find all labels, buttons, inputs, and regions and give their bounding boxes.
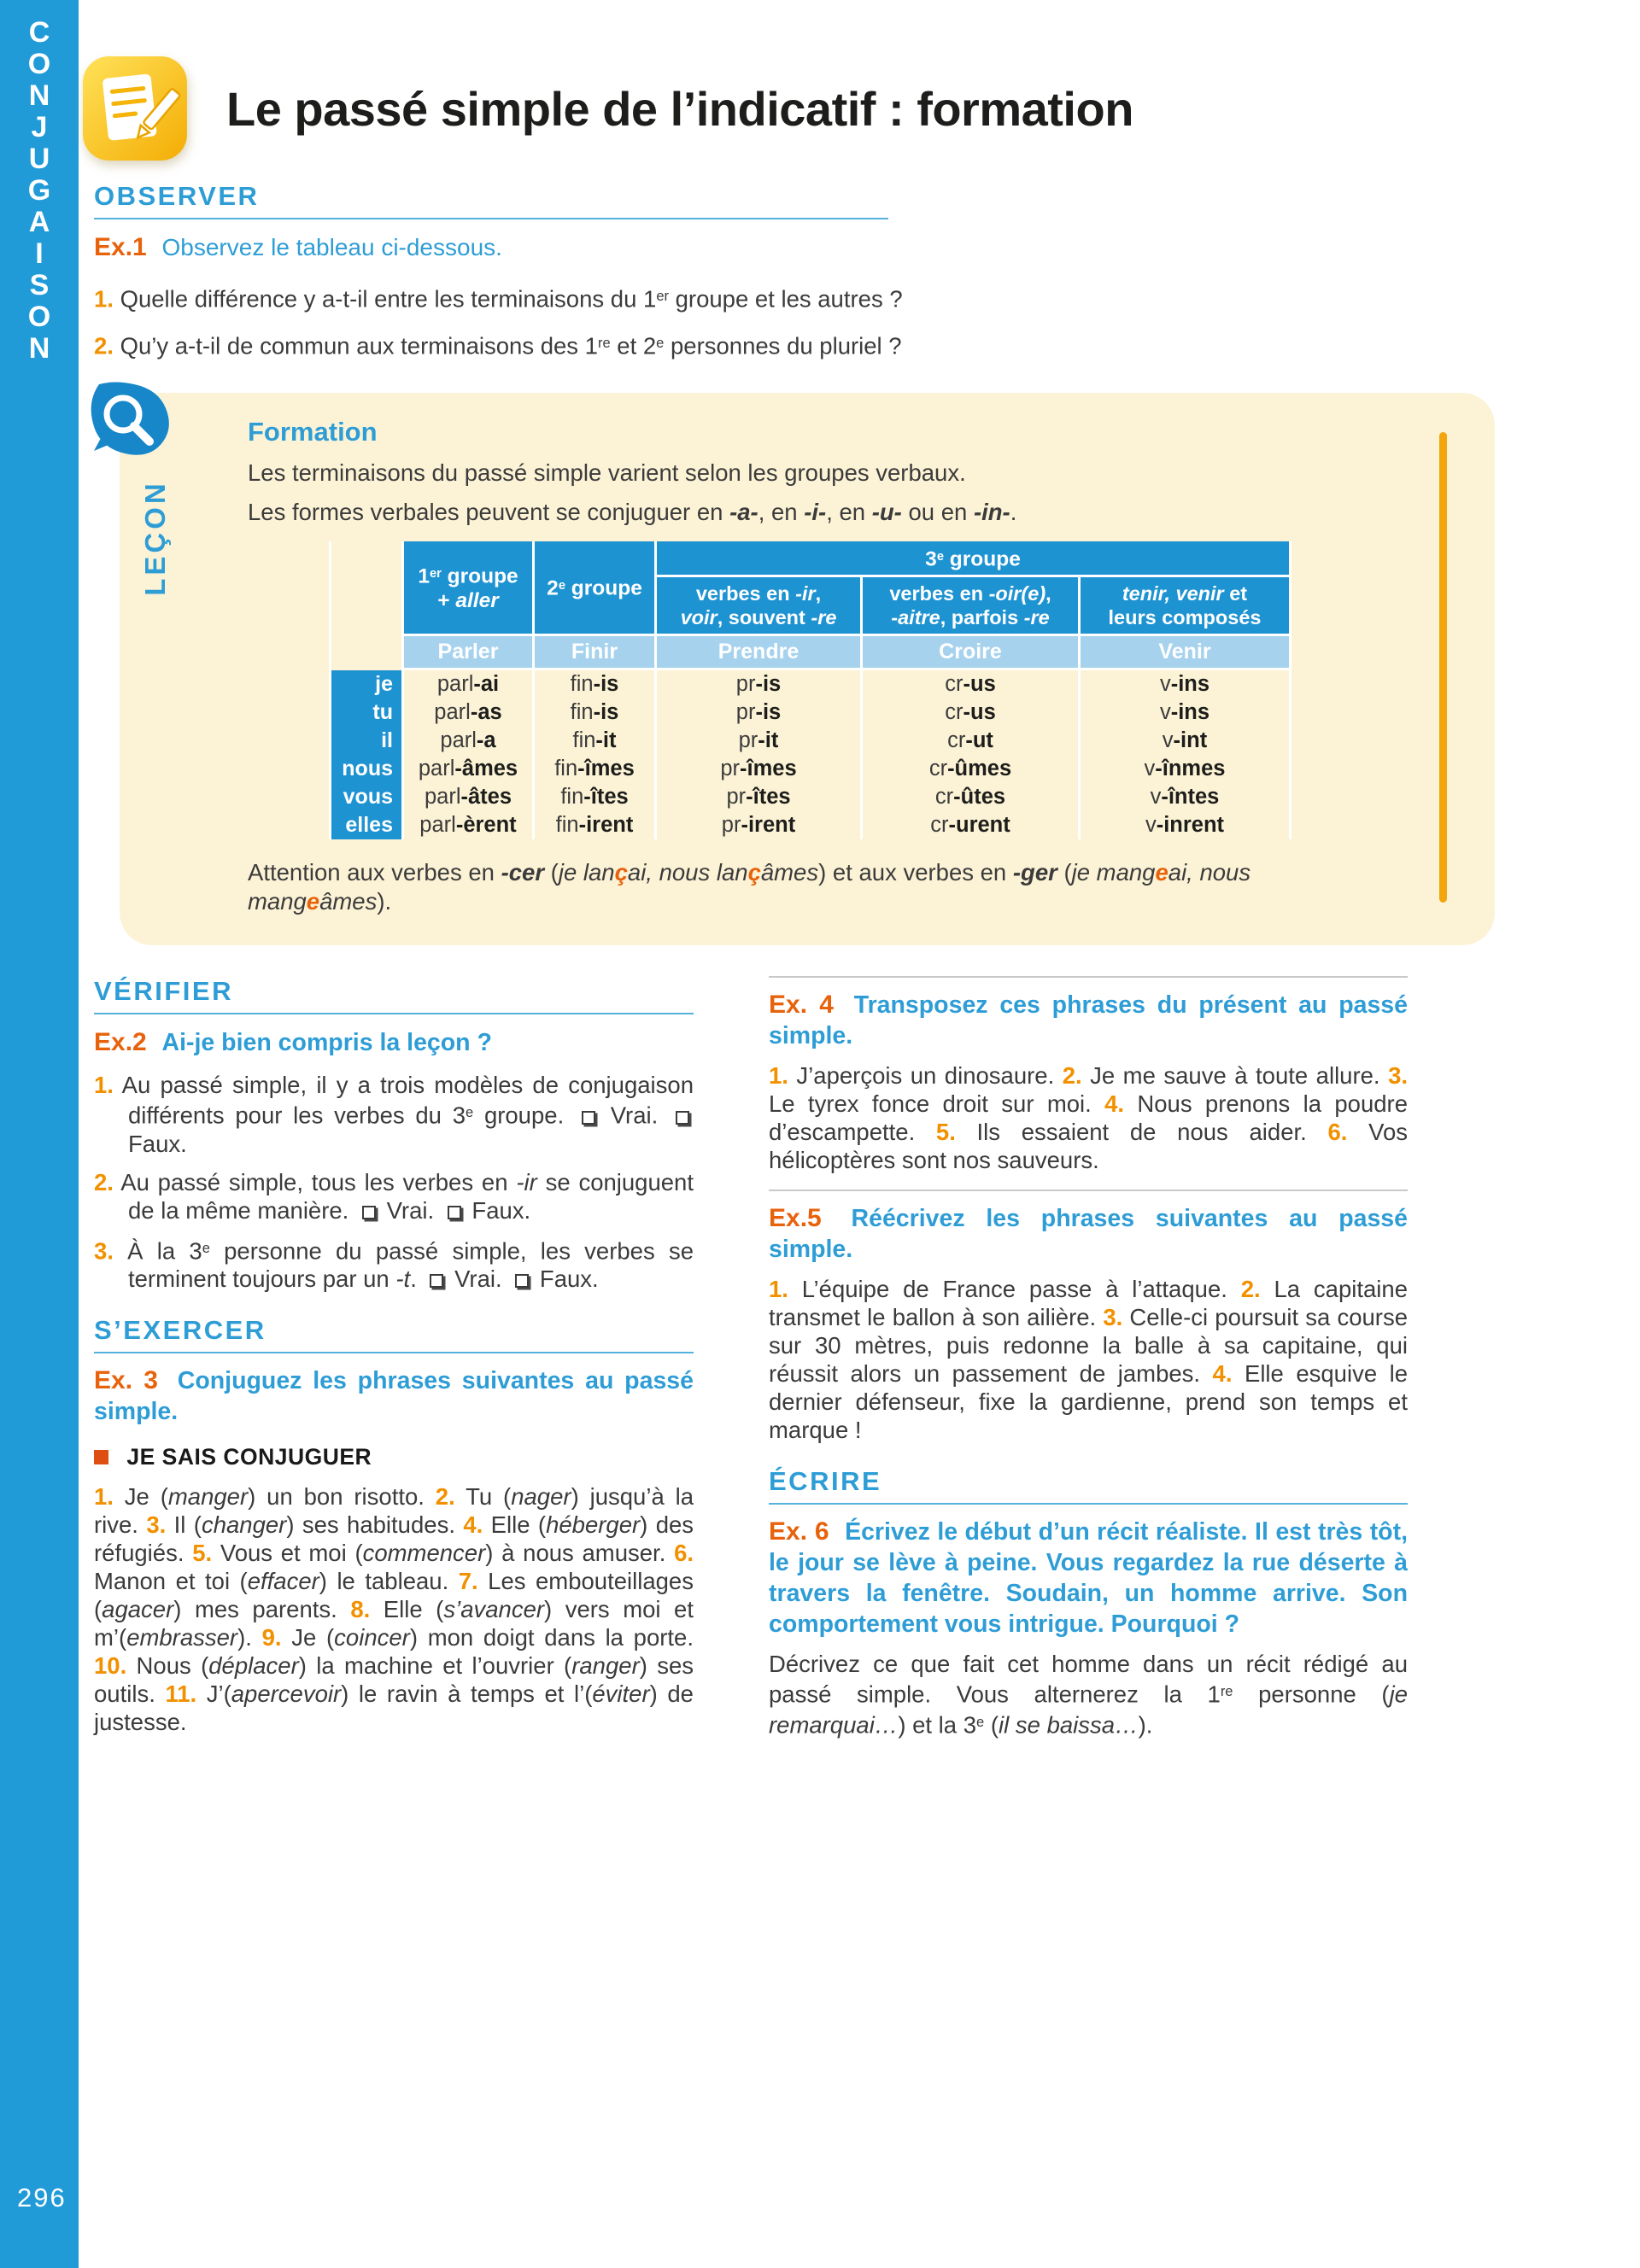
ex1-title: Observez le tableau ci-dessous. [161, 234, 502, 260]
pronoun-cell: elles [331, 811, 401, 839]
conjugated-form: fin-îtes [535, 783, 654, 811]
header-group-1: 1er groupe + aller [404, 541, 532, 637]
ex2-item-3: 3. À la 3e personne du passé simple, les verbes se terminent toujours par un -t. Vrai. Faux. [94, 1237, 694, 1293]
conjugated-form: v-int [1081, 727, 1289, 755]
verb-header: Croire [863, 636, 1078, 670]
header-group-3: 3e groupe [657, 541, 1289, 578]
section-verifier [94, 976, 694, 1014]
skill-badge [94, 1444, 694, 1470]
header-subgroup-1: verbes en -ir, voir, souvent -re [657, 577, 860, 636]
ex4-number: Ex. 4 [769, 991, 834, 1020]
checkbox-icon [362, 1206, 376, 1219]
ex3-title: Conjuguez les phrases suivantes au passé simple. [94, 1367, 694, 1426]
conjugation-grid [329, 541, 1292, 840]
lesson-heading: Formation [248, 416, 378, 447]
conjugated-form: parl-èrent [404, 811, 532, 839]
ex5-content: 1. L’équipe de France passe à l’attaque. 2. La capitaine transmet le ballon à son ailière. 3. Celle-ci poursuit sa course sur 30 mètres, puis redonne la balle à sa capitaine, qui réussit alors un passement de jambes. 4. Elle esquive le dernier défenseur, fixe la gardienne, prend son temps et marque ! [769, 1276, 1409, 1444]
conjugated-form: v-ins [1081, 699, 1289, 727]
exercise-columns [94, 976, 1508, 1739]
divider-top [769, 976, 1408, 978]
conjugated-form: cr-us [863, 670, 1078, 699]
ex2-heading [94, 1028, 694, 1057]
checkbox-icon [448, 1206, 461, 1219]
ex4-content: 1. J’aperçois un dinosaure. 2. Je me sauve à toute allure. 3. Le tyrex fonce droit sur moi. 4. Nous prenons la poudre d’escampette. 5. Ils essaient de nous aider. 6. Vos hélicoptères sont nos sauveurs. [769, 1062, 1408, 1174]
verb-header: Venir [1081, 636, 1289, 670]
lesson-accent-bar [1439, 432, 1447, 903]
conjugated-form: pr-îmes [657, 755, 860, 783]
checkbox-icon [676, 1111, 689, 1125]
ex1-question-1: 1. Quelle différence y a-t-il entre les terminaisons du 1er groupe et les autres ? [94, 285, 903, 313]
verb-header: Prendre [657, 636, 860, 670]
ex1-heading [94, 233, 1508, 262]
doc-pencil-icon [81, 55, 189, 162]
verb-header: Finir [535, 636, 654, 670]
ex2-item-1: 1. Au passé simple, il y a trois modèles de conjugaison différents pour les verbes du 3e groupe. Vrai. Faux. [94, 1072, 694, 1157]
conjugated-form: fin-is [535, 699, 654, 727]
verb-header: Parler [404, 636, 532, 670]
ex2-item-2: 2. Au passé simple, tous les verbes en -ir se conjuguent de la même manière. Vrai. Faux. [94, 1168, 694, 1224]
conjugated-form: pr-irent [657, 811, 860, 839]
lesson-intro-2: Les formes verbales peuvent se conjuguer en -a-, en -i-, en -u- ou en -in-. [248, 498, 1017, 525]
section-observer [94, 181, 888, 219]
ex2-title: Ai-je bien compris la leçon ? [161, 1029, 492, 1057]
chapter-sidebar [0, 0, 79, 2268]
conjugated-form: pr-îtes [657, 783, 860, 811]
lesson-note: Attention aux verbes en -cer (je lançai, nous lançâmes) et aux verbes en -ger (je mangeai, nous mangeâmes). [248, 859, 1251, 915]
conjugated-form: pr-it [657, 727, 860, 755]
conjugated-form: parl-as [404, 699, 532, 727]
ex4-heading [769, 990, 1408, 1051]
ex6-body: Décrivez ce que fait cet homme dans un récit rédigé au passé simple. Vous alternerez la 1re personne (je remarquai…) et la 3e (il se baissa…). [769, 1651, 1408, 1739]
skill-label: JE SAIS CONJUGUER [126, 1444, 372, 1470]
lesson-vertical-label: LEÇON [139, 480, 171, 596]
right-column [769, 976, 1408, 1739]
checkbox-icon [430, 1274, 443, 1288]
ex3-number: Ex. 3 [94, 1366, 158, 1395]
ex5-title: Réécrivez les phrases suivantes au passé simple. [769, 1205, 1408, 1264]
conjugated-form: fin-irent [535, 811, 654, 839]
pronoun-cell: nous [331, 755, 401, 783]
ex5-number: Ex.5 [769, 1204, 822, 1233]
left-column [94, 976, 694, 1736]
section-label: S’EXERCER [94, 1315, 266, 1346]
pronoun-cell: vous [331, 783, 401, 811]
chapter-vertical-label: C O N J U G A I S O N [27, 16, 51, 365]
lesson-box [120, 393, 1495, 946]
conjugated-form: pr-is [657, 670, 860, 699]
conjugated-form: cr-us [863, 699, 1078, 727]
conjugated-form: v-înmes [1081, 755, 1289, 783]
conjugated-form: pr-is [657, 699, 860, 727]
orange-square-bullet [94, 1450, 108, 1464]
section-sexercer [94, 1315, 694, 1353]
ex3-content: 1. Je (manger) un bon risotto. 2. Tu (nager) jusqu’à la rive. 3. Il (changer) ses habitudes. 4. Elle (héberger) des réfugiés. 5. Vous et moi (commencer) à nous amuser. 6. Manon et toi (effacer) le tableau. 7. Les embouteillages (agacer) mes parents. 8. Elle (s’avancer) vers moi et m’(embrasser). 9. Je (coincer) mon doigt dans la porte. 10. Nous (déplacer) la machine et l’ouvrier (ranger) ses outils. 11. J’(apercevoir) le ravin à temps et l’(éviter) de justesse. [94, 1483, 694, 1736]
page-header [81, 55, 1133, 162]
header-subgroup-3: tenir, venir et leurs composés [1081, 577, 1289, 636]
ex4-title: Transposez ces phrases du présent au passé simple. [769, 991, 1408, 1050]
conjugated-form: parl-âmes [404, 755, 532, 783]
conjugated-form: v-inrent [1081, 811, 1289, 839]
main-content [94, 181, 1508, 1739]
ex1-number: Ex.1 [94, 233, 147, 261]
conjugated-form: fin-is [535, 670, 654, 699]
section-label: ÉCRIRE [769, 1466, 882, 1497]
checkbox-icon [582, 1111, 595, 1125]
checkbox-icon [515, 1274, 529, 1288]
conjugated-form: parl-ai [404, 670, 532, 699]
conjugated-form: cr-urent [863, 811, 1078, 839]
table-corner [331, 541, 401, 671]
conjugated-form: cr-ûtes [863, 783, 1078, 811]
pronoun-cell: tu [331, 699, 401, 727]
page-title: Le passé simple de l’indicatif : formation [226, 81, 1133, 136]
header-subgroup-2: verbes en -oir(e), -aitre, parfois -re [863, 577, 1078, 636]
ex6-number: Ex. 6 [769, 1517, 829, 1546]
conjugated-form: v-ins [1081, 670, 1289, 699]
conjugated-form: cr-ûmes [863, 755, 1078, 783]
conjugated-form: fin-îmes [535, 755, 654, 783]
divider-mid [769, 1190, 1408, 1191]
conjugated-form: parl-a [404, 727, 532, 755]
section-label: VÉRIFIER [94, 976, 233, 1007]
ex3-heading [94, 1365, 694, 1427]
lesson-intro-1: Les terminaisons du passé simple varient selon les groupes verbaux. [248, 459, 966, 486]
ex6-title: Écrivez le début d’un récit réaliste. Il est très tôt, le jour se lève à peine. Vous regardez la rue déserte à travers la fenêtre. Soudain, un homme arrive. Son comportement vous intrigue. Pourquoi ? [769, 1518, 1409, 1639]
conjugated-form: parl-âtes [404, 783, 532, 811]
ex5-heading [769, 1203, 1408, 1265]
page-number: 296 [17, 2183, 67, 2212]
ex1-question-2: 2. Qu’y a-t-il de commun aux terminaisons des 1re et 2e personnes du pluriel ? [94, 332, 902, 359]
conjugated-form: v-întes [1081, 783, 1289, 811]
pronoun-cell: il [331, 727, 401, 755]
conjugated-form: cr-ut [863, 727, 1078, 755]
header-group-2: 2e groupe [535, 541, 654, 637]
pronoun-cell: je [331, 670, 401, 699]
conjugated-form: fin-it [535, 727, 654, 755]
ex2-number: Ex.2 [94, 1028, 147, 1057]
section-ecrire [769, 1466, 1408, 1505]
section-label: OBSERVER [94, 181, 260, 211]
conjugation-table [329, 541, 1444, 840]
ex6-heading [769, 1517, 1408, 1640]
